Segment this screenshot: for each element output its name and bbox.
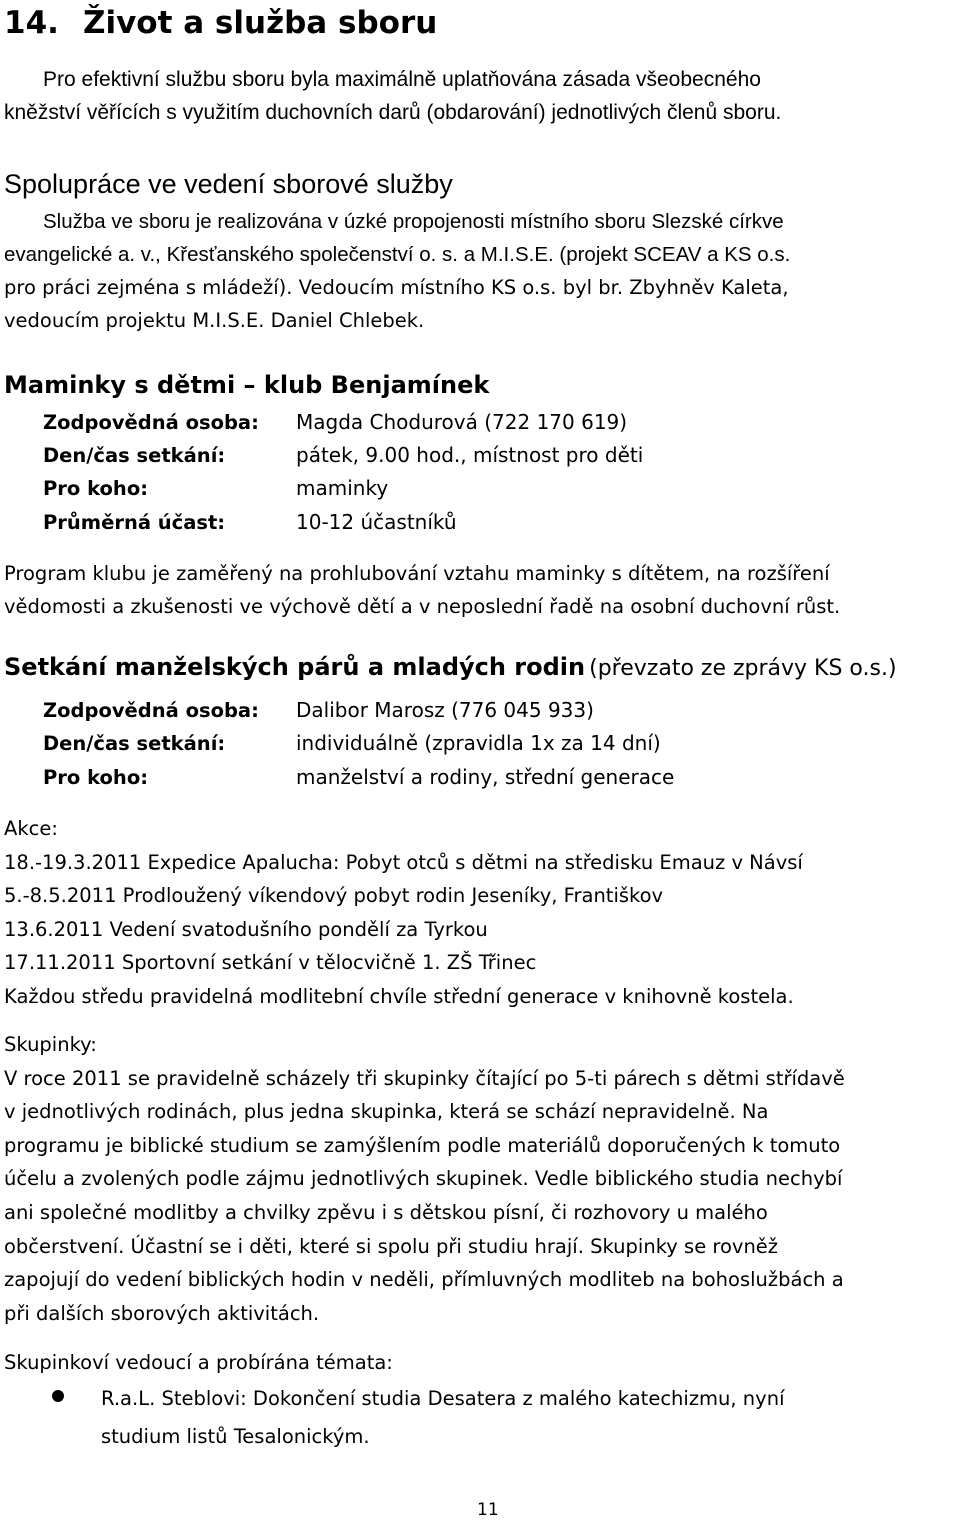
- field-value: maminky: [296, 476, 389, 500]
- field-label: Den/čas setkání:: [43, 444, 226, 467]
- manzelske-heading: Setkání manželských párů a mladých rodin: [4, 653, 586, 681]
- section-number: 14.: [4, 5, 59, 41]
- akce-item: 18.-19.3.2011 Expedice Apalucha: Pobyt otců s dětmi na středisku Emauz v Návsí: [4, 850, 803, 874]
- manzelske-heading-note: (převzato ze zprávy KS o.s.): [589, 656, 897, 681]
- field-label: Průměrná účast:: [43, 511, 226, 534]
- skupinky-line: občerstvení. Účastní se i děti, které si spolu při studiu hrají. Skupinky se rovněž: [4, 1234, 779, 1258]
- spoluprace-line: Služba ve sboru je realizována v úzké propojenosti místního sboru Slezské církve: [43, 210, 784, 233]
- page-number: 11: [477, 1500, 499, 1520]
- field-value: pátek, 9.00 hod., místnost pro děti: [296, 443, 644, 467]
- field-value: 10-12 účastníků: [296, 510, 457, 534]
- akce-label: Akce:: [4, 817, 58, 840]
- field-label: Pro koho:: [43, 477, 149, 500]
- skupinky-line: při dalších sborových aktivitách.: [4, 1301, 320, 1325]
- skupinky-label: Skupinky:: [4, 1033, 97, 1056]
- akce-item: 17.11.2011 Sportovní setkání v tělocvičně 1. ZŠ Třinec: [4, 951, 537, 975]
- bullet-line: studium listů Tesalonickým.: [101, 1425, 370, 1448]
- akce-item: Každou středu pravidelná modlitební chvíle střední generace v knihovně kostela.: [4, 984, 794, 1008]
- skupinky-line: zapojují do vedení biblických hodin v neděli, přímluvných modliteb na bohoslužbách a: [4, 1268, 844, 1292]
- skupinky-line: účelu a zvolených podle zájmu jednotlivých skupinek. Vedle biblického studia nechybí: [4, 1167, 843, 1191]
- akce-item: 5.-8.5.2011 Prodloužený víkendový pobyt rodin Jeseníky, Františkov: [4, 884, 664, 908]
- bullet-item: [101, 1380, 784, 1456]
- manzelske-heading-row: [4, 651, 897, 683]
- bullet-line: R.a.L. Steblovi: Dokončení studia Desatera z malého katechizmu, nyní: [101, 1387, 785, 1410]
- field-label: Den/čas setkání:: [43, 732, 226, 755]
- intro-line: kněžství věřících s využitím duchovních darů (obdarování) jednotlivých členů sboru.: [4, 101, 782, 124]
- skupinky-line: V roce 2011 se pravidelně scházely tři skupinky čítající po 5-ti párech s dětmi střídavě: [4, 1066, 845, 1090]
- program-line: Program klubu je zaměřený na prohlubování vztahu maminky s dítětem, na rozšíření: [4, 562, 830, 585]
- leaders-label: Skupinkoví vedoucí a probírána témata:: [4, 1351, 393, 1374]
- section-title: Život a služba sboru: [83, 5, 438, 41]
- spoluprace-line: evangelické a. v., Křesťanského společenství o. s. a M.I.S.E. (projekt SCEAV a KS o.s.: [4, 243, 791, 266]
- akce-item: 13.6.2011 Vedení svatodušního pondělí za Tyrkou: [4, 917, 488, 941]
- spoluprace-heading: Spolupráce ve vedení sborové služby: [4, 169, 453, 199]
- skupinky-block: [4, 1028, 845, 1330]
- bullet-icon: [52, 1390, 64, 1402]
- spoluprace-line: vedoucím projektu M.I.S.E. Daniel Chlebek.: [4, 309, 425, 332]
- spoluprace-line: pro práci zejména s mládeží). Vedoucím místního KS o.s. byl br. Zbyhněv Kaleta,: [4, 276, 789, 299]
- field-value: individuálně (zpravidla 1x za 14 dní): [296, 731, 661, 755]
- skupinky-line: v jednotlivých rodinách, plus jedna skupinka, která se schází nepravidelně. Na: [4, 1100, 769, 1124]
- spoluprace-paragraph-b: [4, 271, 789, 337]
- field-label: Zodpovědná osoba:: [43, 699, 259, 722]
- field-value: Magda Chodurová (722 170 619): [296, 410, 628, 434]
- field-label: Zodpovědná osoba:: [43, 411, 259, 434]
- intro-paragraph: [4, 63, 781, 129]
- field-value: manželství a rodiny, střední generace: [296, 765, 675, 789]
- program-line: vědomosti a zkušenosti ve výchově dětí a v neposlední řadě na osobní duchovní růst.: [4, 595, 841, 618]
- skupinky-line: ani společné modlitby a chvilky zpěvu i s dětskou písní, či rozhovory u malého: [4, 1200, 768, 1224]
- field-value: Dalibor Marosz (776 045 933): [296, 698, 594, 722]
- akce-block: [4, 812, 803, 1014]
- maminky-program: [4, 557, 840, 623]
- maminky-heading: Maminky s dětmi – klub Benjamínek: [4, 371, 490, 399]
- skupinky-line: programu je biblické studium se zamýšlením podle materiálů doporučených k tomuto: [4, 1133, 841, 1157]
- spoluprace-paragraph-a: [4, 205, 790, 271]
- intro-line: Pro efektivní službu sboru byla maximálně uplatňována zásada všeobecného: [43, 68, 761, 91]
- field-label: Pro koho:: [43, 766, 149, 789]
